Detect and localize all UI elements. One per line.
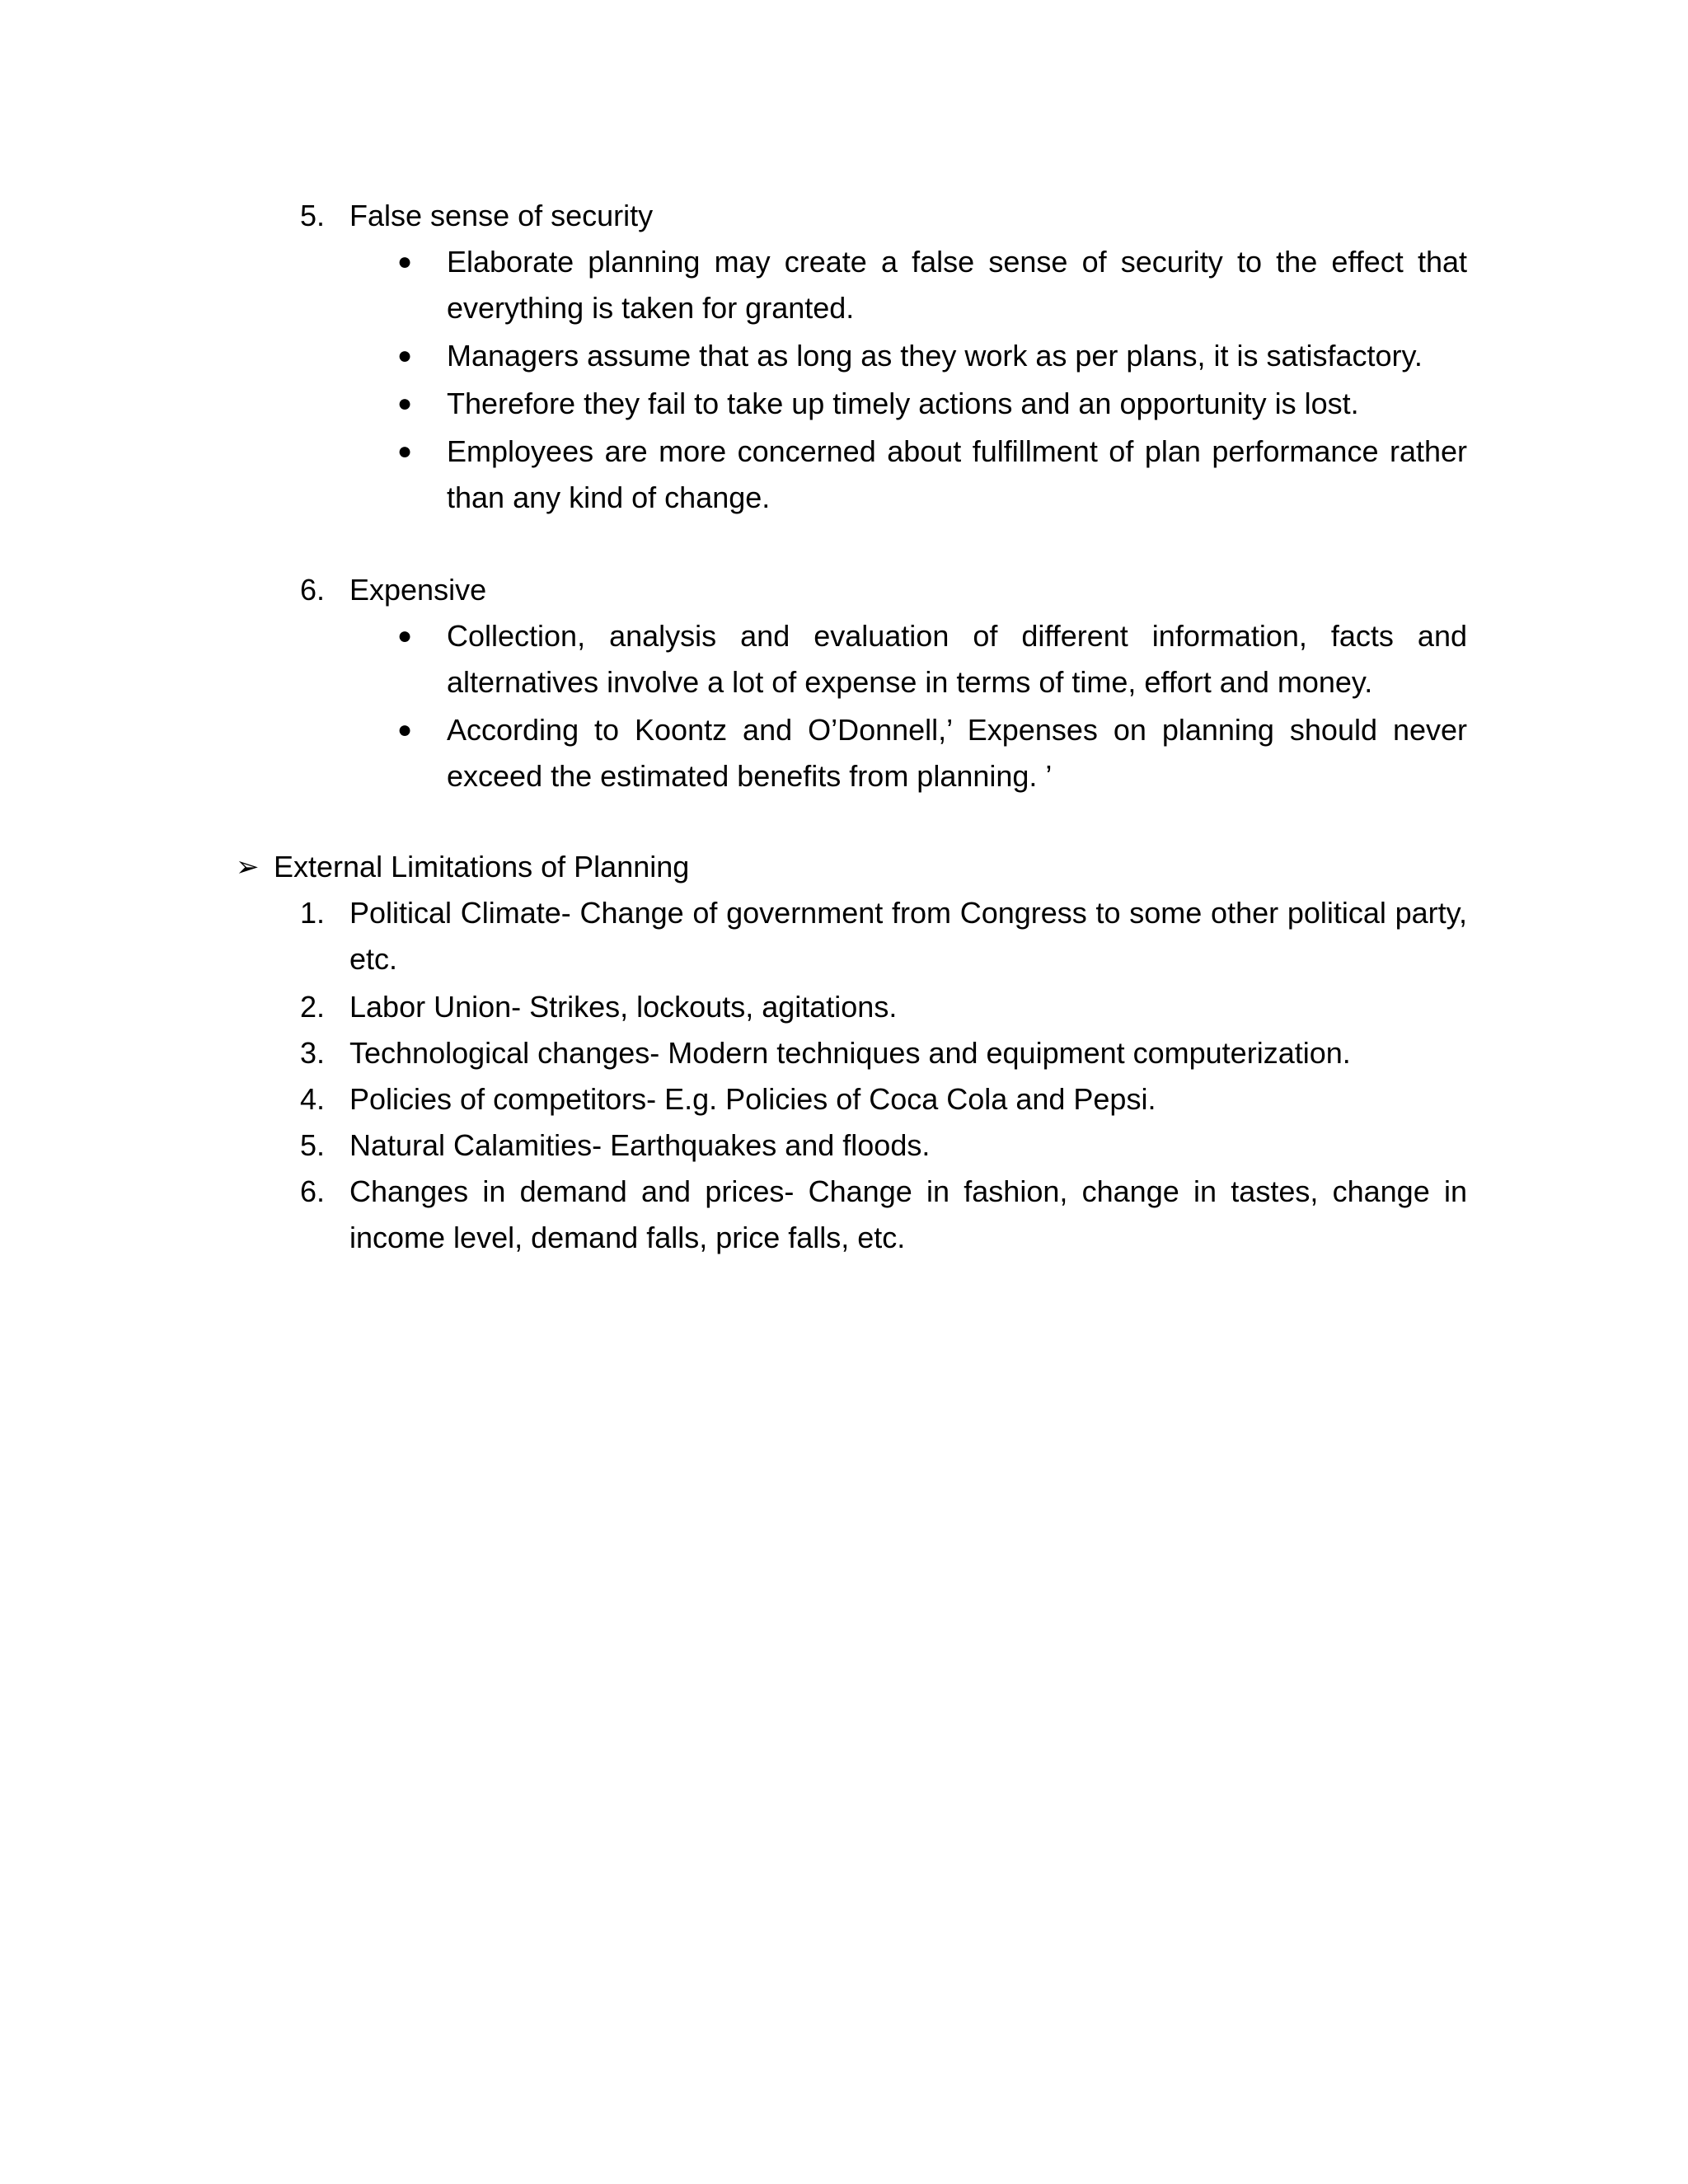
list-item-title: Expensive [349,573,487,607]
external-limitation-item [300,890,1467,982]
list-number: 5. [300,199,326,232]
bullet-text: Therefore they fail to take up timely actions and an opportunity is lost. [447,387,1359,420]
bullet-dot-icon: ● [397,342,413,369]
bullet-text: Collection, analysis and evaluation of different information, facts and alternatives involve a lot of expense in terms of time, effort and money. [447,619,1467,699]
list-number: 1. [300,896,326,930]
external-limitation-item [300,1122,1467,1169]
list-item-text: Political Climate- Change of government from Congress to some other political party, etc. [349,896,1467,976]
external-limitation-item [300,1030,1467,1076]
bullet-dot-icon: ● [397,390,413,417]
bullet-text: According to Koontz and O’Donnell,’ Expenses on planning should never exceed the estimated benefits from planning. ’ [447,713,1467,793]
list-item-expensive [300,567,1467,613]
bullet-dot-icon: ● [397,438,413,465]
bullet-item [397,333,1467,379]
bullet-item [397,381,1467,427]
list-number: 5. [300,1128,326,1162]
bullet-dot-icon: ● [397,622,413,649]
list-item-text: Changes in demand and prices- Change in fashion, change in tastes, change in income level, demand falls, price falls, etc. [349,1174,1467,1254]
list-item-text: Policies of competitors- E.g. Policies of Coca Cola and Pepsi. [349,1082,1156,1116]
bullet-text: Managers assume that as long as they work as per plans, it is satisfactory. [447,339,1423,373]
list-number: 6. [300,1174,326,1208]
list-number: 3. [300,1036,326,1070]
external-limitation-item [300,1076,1467,1122]
section-heading-text: External Limitations of Planning [274,850,690,883]
bullet-item [397,429,1467,521]
bullet-text: Employees are more concerned about fulfillment of plan performance rather than any kind of change. [447,434,1467,514]
list-item-text: Natural Calamities- Earthquakes and floods. [349,1128,931,1162]
list-item-false-sense-of-security [300,193,1467,239]
external-limitation-item [300,1169,1467,1261]
bullet-item [397,707,1467,799]
bullet-item [397,613,1467,705]
list-number: 2. [300,990,326,1024]
bullet-dot-icon: ● [397,716,413,743]
bullet-item [397,239,1467,331]
list-number: 6. [300,573,326,607]
bullet-text: Elaborate planning may create a false sense of security to the effect that everything is taken for granted. [447,245,1467,325]
external-limitation-item [300,984,1467,1030]
section-heading-external-limitations [236,844,1472,890]
arrowhead-icon: ➢ [236,851,260,883]
bullet-dot-icon: ● [397,248,413,275]
list-item-text: Labor Union- Strikes, lockouts, agitations. [349,990,898,1024]
list-item-title: False sense of security [349,199,654,232]
list-item-text: Technological changes- Modern techniques and equipment computerization. [349,1036,1351,1070]
list-number: 4. [300,1082,326,1116]
